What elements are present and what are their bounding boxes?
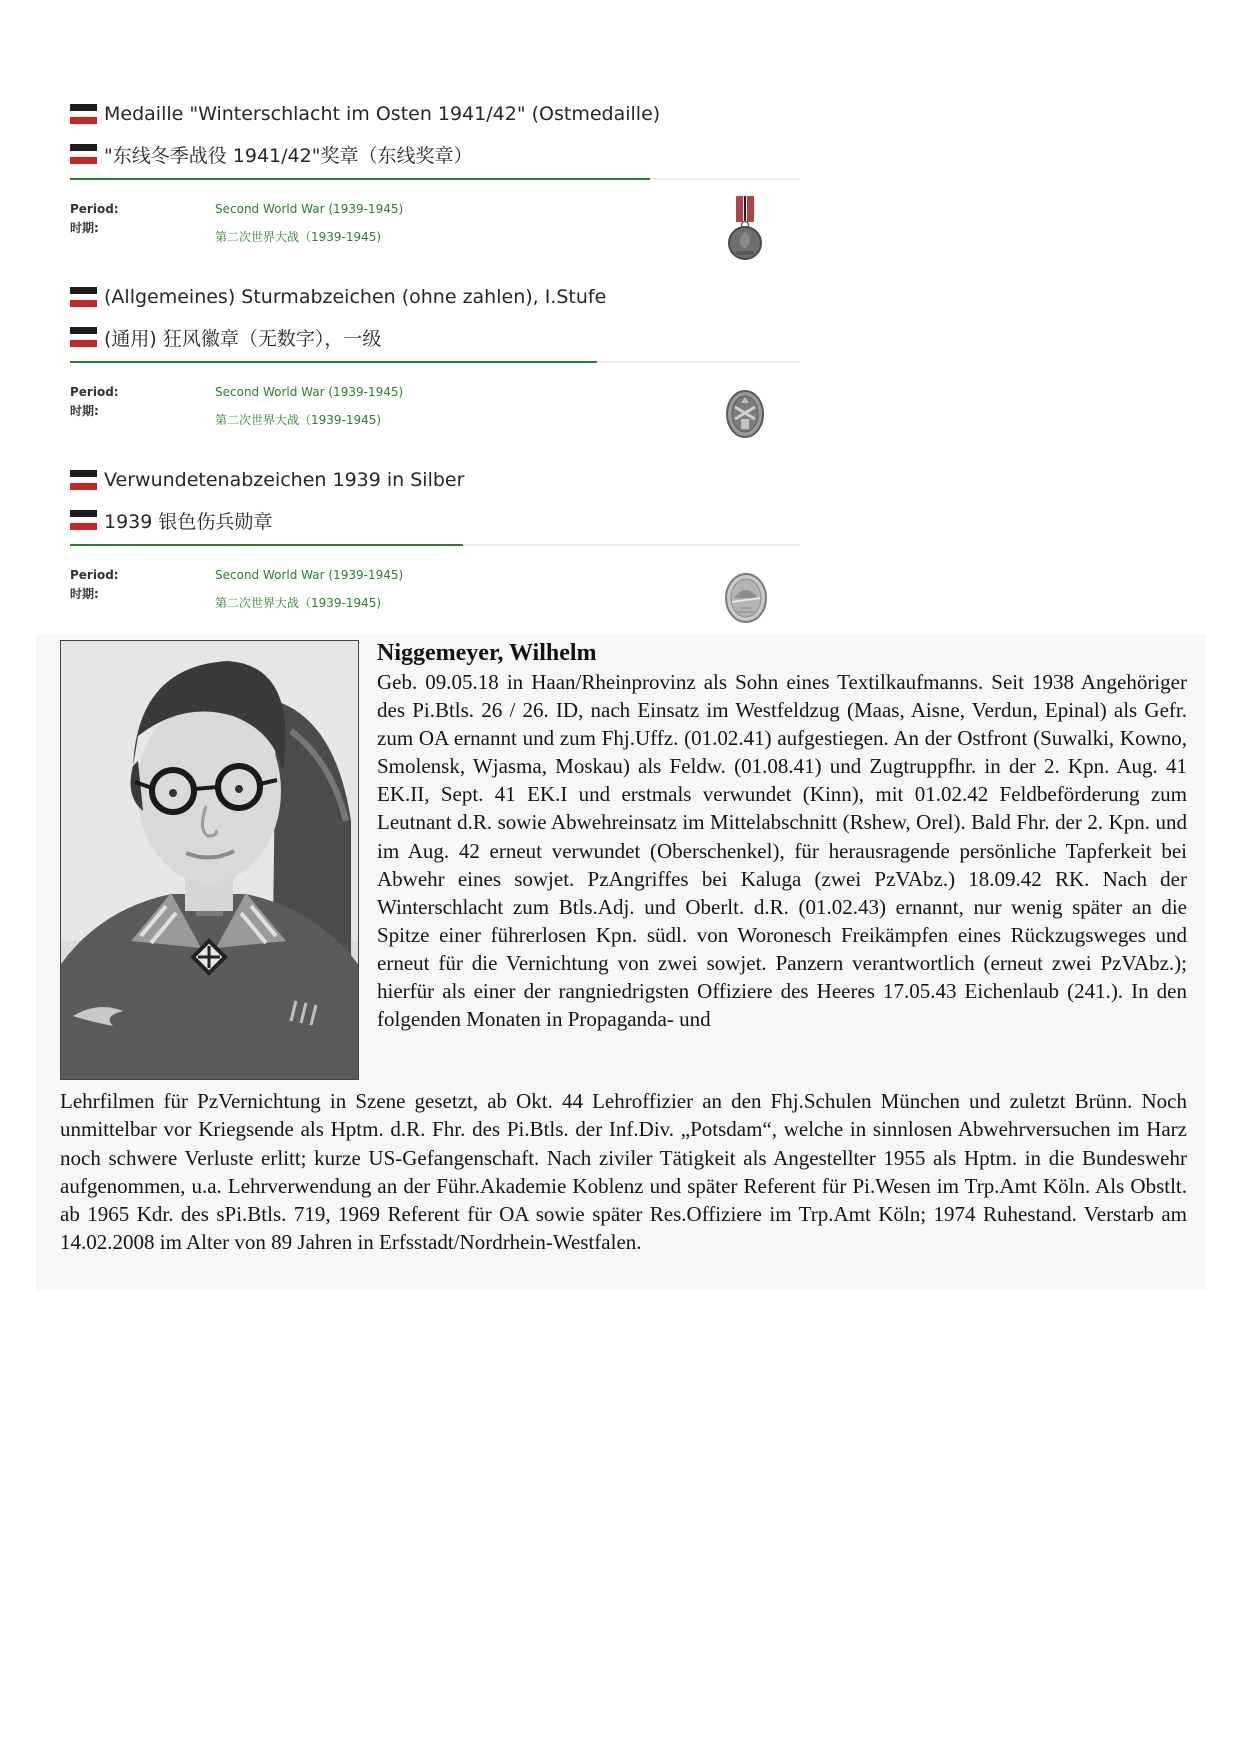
period-value-zh: 第二次世界大战（1939-1945) xyxy=(215,596,382,610)
period-value-en: Second World War (1939-1945) xyxy=(215,202,404,216)
award-title-zh-line xyxy=(70,317,800,357)
wound-badge-icon xyxy=(724,572,768,624)
award-period xyxy=(70,377,800,452)
period-label-en: Period: xyxy=(70,385,119,399)
award-divider xyxy=(70,361,800,363)
biography-text-top: Geb. 09.05.18 in Haan/Rheinprovinz als Sohn eines Textilkaufmanns. Seit 1938 Angehöriger des Pi.Btls. 26 / 26. ID, nach Einsatz im Westfeldzug (Maas, Aisne, Verdun, Epinal) als Gefr. zum OA ernannt und zum Fhj.Uffz. (01.02.41) aufgestiegen. An der Ostfront (Suwalki, Kowno, Smolensk, Wjasma, Moskau) als Feldw. (01.08.41) und Zugtruppfhr. in der 2. Kpn. Aug. 41 EK.II, Sept. 41 EK.I und erstmals verwundet (Kinn), mit 01.02.42 Feldbeförderung zum Leutnant d.R. sowie Abwehreinsatz im Mittelabschnitt (Rshew, Orel). Bald Fhr. der 2. Kpn. und im Aug. 42 erneut verwundet (Oberschenkel), für herausragende persönliche Tapferkeit bei Abwehr eines sowjet. PzAngriffes bei Kaluga (zwei PzVAbz.) 18.09.42 RK. Nach der Winterschlacht zum Btls.Adj. und Oberlt. d.R. (01.02.43) ernannt, nur wenig später an die Spitze einer führerlosen Kpn. südl. von Woronesch Freikämpfen eines Rückzugsweges und erneut für die Vernichtung von zwei sowjet. Panzern verantwortlich (erneut zwei PzVAbz.); hierfür als einer der rangniedrigsten Offiziere des Heeres 17.05.43 Eichenlaub (241.). In den folgenden Monaten in Propaganda- und xyxy=(377,670,1187,1032)
award-title-zh: 1939 银色伤兵勋章 xyxy=(104,510,273,533)
award-title-de: Verwundetenabzeichen 1939 in Silber xyxy=(104,469,465,491)
biography-text-bottom: Lehrfilmen für PzVernichtung in Szene gesetzt, ab Okt. 44 Lehroffizier an den Fhj.Schulen München und zuletzt Brünn. Noch unmittelbar vor Kriegsende als Hptm. d.R. Fhr. des Pi.Btls. der Inf.Div. „Potsdam“, welche in sinnlosen Abwehrversuchen im Harz noch schwere Verluste erlitt; kurze US-Gefangenschaft. Nach ziviler Tätigkeit als Angestellter 1955 als Hptm. in die Bundeswehr aufgenommen, u.a. Lehrverwendung an der Führ.Akademie Koblenz und später Referent für Pi.Wesen im Trp.Amt Köln. Als Obstlt. ab 1965 Kdr. des sPi.Btls. 719, 1969 Referent für OA sowie später Res.Offiziere im Trp.Amt Köln; 1974 Ruhestand. Verstarb am 14.02.2008 im Alter von 89 Jahren in Erfsstadt/Nordrhein-Westfalen. xyxy=(60,1089,1187,1255)
award-divider xyxy=(70,544,800,546)
imperial-flag-icon xyxy=(70,104,97,124)
award-title-de: (Allgemeines) Sturmabzeichen (ohne zahlen), I.Stufe xyxy=(104,286,607,308)
award-title-de: Medaille "Winterschlacht im Osten 1941/42" (Ostmedaille) xyxy=(104,103,661,125)
imperial-flag-icon xyxy=(70,144,97,164)
period-value-zh: 第二次世界大战（1939-1945) xyxy=(215,413,382,427)
award-entry xyxy=(70,277,800,452)
period-label-zh: 时期: xyxy=(70,221,99,235)
imperial-flag-icon xyxy=(70,510,97,530)
award-entry xyxy=(70,460,800,635)
award-title-zh-line xyxy=(70,134,800,174)
period-value-zh: 第二次世界大战（1939-1945) xyxy=(215,230,382,244)
assault-badge-icon xyxy=(725,389,765,439)
award-title-de-line xyxy=(70,277,800,317)
award-period xyxy=(70,194,800,269)
imperial-flag-icon xyxy=(70,470,97,490)
award-title-de-line xyxy=(70,460,800,500)
period-label-zh: 时期: xyxy=(70,587,99,601)
period-label-zh: 时期: xyxy=(70,404,99,418)
period-value-en: Second World War (1939-1945) xyxy=(215,385,404,399)
award-period xyxy=(70,560,800,635)
period-label-en: Period: xyxy=(70,568,119,582)
award-title-zh: "东线冬季战役 1941/42"奖章（东线奖章） xyxy=(104,144,473,167)
imperial-flag-icon xyxy=(70,327,97,347)
award-entry xyxy=(70,94,800,269)
east-medal-icon xyxy=(725,196,765,262)
biography-name: Niggemeyer, Wilhelm xyxy=(377,640,597,666)
award-divider xyxy=(70,178,800,180)
award-title-zh-line xyxy=(70,500,800,540)
period-value-en: Second World War (1939-1945) xyxy=(215,568,404,582)
award-title-zh: (通用) 狂风徽章（无数字），一级 xyxy=(104,327,382,350)
award-title-de-line xyxy=(70,94,800,134)
period-label-en: Period: xyxy=(70,202,119,216)
portrait-photo-icon xyxy=(60,640,359,1080)
imperial-flag-icon xyxy=(70,287,97,307)
